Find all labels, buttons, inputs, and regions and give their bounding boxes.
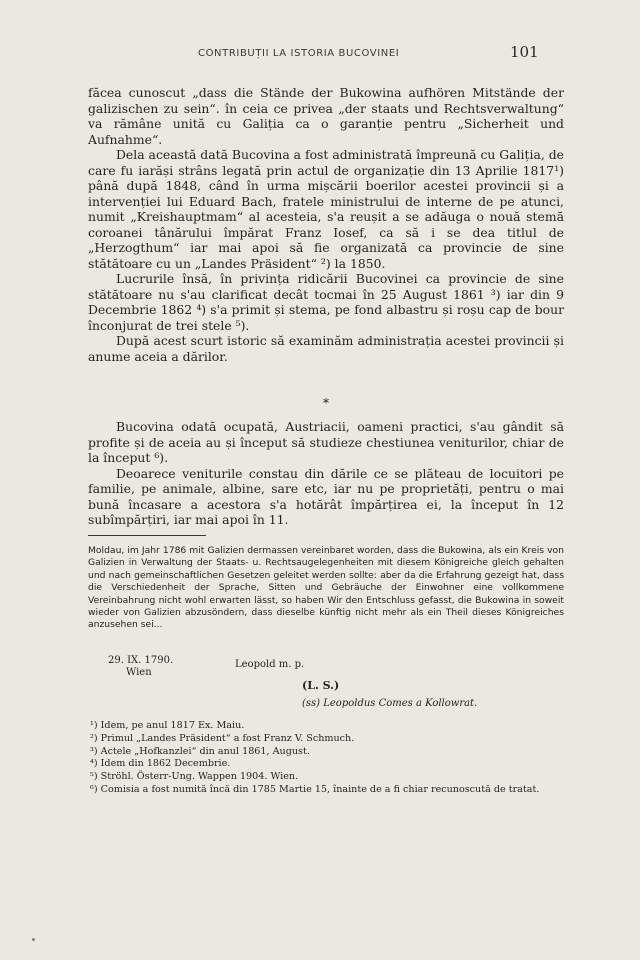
- paper-speck: [32, 938, 35, 941]
- footnotes: [90, 720, 564, 797]
- footnote-5: ⁵) Ströhl. Österr-Ung. Wappen 1904. Wien.: [90, 771, 299, 783]
- paragraph-6: Deoarece veniturile constau din dările ce se plăteau de locuitori pe familie, pe animale, albine, sare etc, iar nu pe proprietăți, pentru o mai bună încasare a acestora s'a hotărât împărțirea ei, la început în 12 subîmpărțiri, iar mai apoi în 11.: [88, 465, 564, 527]
- quoted-note-text: Moldau, im Jahr 1786 mit Galizien dermassen vereinbaret worden, dass die Bukowina, als ein Kreis von Galizien in Verwaltung der Staats- u. Rechtsaugelegenheiten mit diesem Königreiche gleich gehalten und nach gemeinschaftlichen Gesetzen geleitet werden sollte: aber da die Erfahrung gezeigt hat, dass die Verschiedenheit der Sprache, Sitten und Gebräuche der Einwohner eine vollkommene Vereinbahrung nicht wohl erwarten lässt, so haben Wir den Entschluss gefasst, die Bukowina in soweit wieder von Galizien abzusöndern, dass dieselbe künftig nicht mehr als ein Theil dieses Königreiches anzusehen sei...: [88, 545, 564, 631]
- page-header: [0, 43, 640, 66]
- paragraph-5: Bucovina odată ocupată, Austriacii, oameni practici, s'au gândit să profite și de aceia au și început să studieze chestiunea veniturilor, chiar de la început ⁶).: [88, 419, 564, 465]
- seal-mark: (L. S.): [302, 679, 340, 692]
- main-text: [88, 85, 564, 364]
- paragraph-1: făcea cunoscut „dass die Stände der Bukowina aufhören Mitstände der galizischen zu sein“. în ceia ce privea „der staats und Rechtsverwaltung“ va rămâne unită cu Galiția ca o garanție pentru „Sicherheit und Aufnahme“.: [88, 85, 564, 147]
- footnote-4: ⁴) Idem din 1862 Decembrie.: [90, 758, 231, 770]
- signature-name: Leopold m. p.: [235, 659, 305, 670]
- section-two-text: [88, 419, 564, 528]
- section-separator: *: [323, 396, 329, 410]
- footnote-6: ⁶) Comisia a fost numită încă din 1785 Martie 15, înainte de a fi chiar recunoscută de tratat.: [90, 783, 540, 795]
- paragraph-3: Lucrurile însă, în privința ridicării Bucovinei ca provincie de sine stătătoare nu s'au clarificat decât tocmai în 25 August 1861 ³) iar din 9 Decembrie 1862 ⁴) s'a primit și stema, pe fond albastru și roșu cap de bour înconjurat de trei stele ⁵).: [88, 271, 564, 333]
- footnote-divider: [88, 535, 206, 536]
- running-title: CONTRIBUȚII LA ISTORIA BUCOVINEI: [198, 48, 400, 59]
- quoted-german-note: [88, 545, 564, 632]
- signature-place: Wien: [126, 667, 152, 678]
- signature-date: 29. IX. 1790.: [108, 655, 174, 666]
- footnote-1: ¹) Idem, pe anul 1817 Ex. Maiu.: [90, 720, 245, 731]
- paragraph-4: După acest scurt istoric să examinăm administrația acestei provincii și anume aceia a dărilor.: [88, 333, 564, 364]
- footnote-3: ³) Actele „Hofkanzlei“ din anul 1861, August.: [90, 745, 310, 757]
- paragraph-2: Dela această dată Bucovina a fost administrată împreună cu Galiția, de care fu iarăși strâns legată prin actul de organizație din 13 Aprilie 1817¹) până după 1848, când în urma mișcării boerilor acestei provincii și a intervenției lui Eduard Bach, fratele ministrului de interne de pe atunci, numit „Kreishauptmam“ al acesteia, s'a reușit a se adăuga o nouă stemă coroanei tânărului împărat Franz Iosef, ca să i se dea titlul de „Herzogthum“ iar mai apoi să fie organizată ca provincie de sine stătătoare cu un „Landes Präsident“ ²) la 1850.: [88, 147, 564, 271]
- countersignature: (ss) Leopoldus Comes a Kollowrat.: [302, 698, 478, 709]
- page-number: 101: [510, 43, 539, 61]
- footnote-2: ²) Primul „Landes Präsident“ a fost Franz V. Schmuch.: [90, 732, 355, 744]
